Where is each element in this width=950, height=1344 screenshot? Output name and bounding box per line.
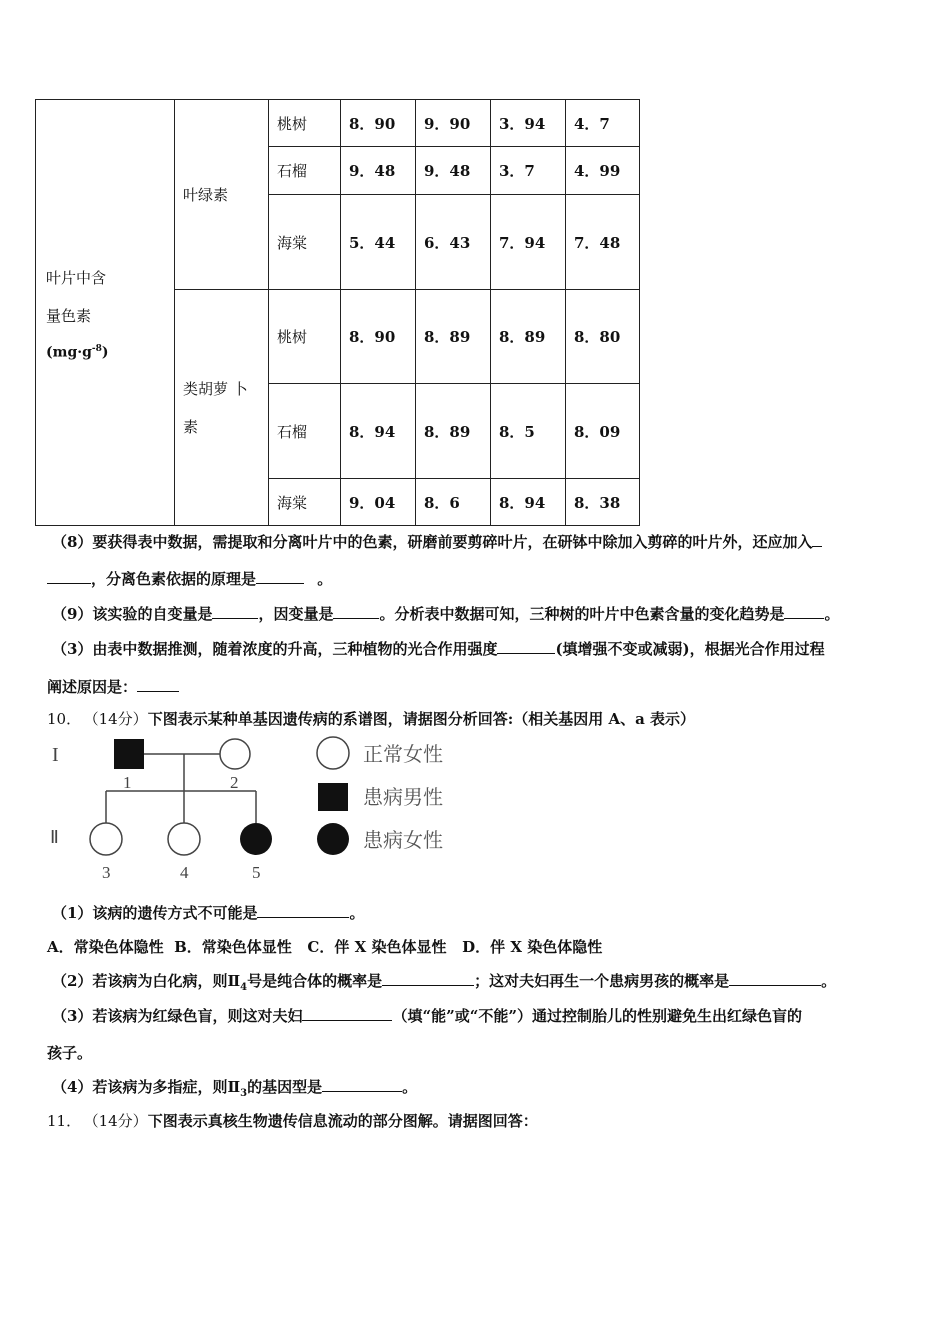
legend-normal-female: 正常女性 xyxy=(363,742,443,766)
tree-name: 海棠 xyxy=(269,195,341,290)
legend-affected-female-icon xyxy=(317,823,349,855)
table-cell: 8．80 xyxy=(566,290,640,384)
table-cell: 8．38 xyxy=(566,479,640,526)
legend-normal-female-icon xyxy=(317,737,349,769)
legend-affected-female: 患病女性 xyxy=(363,828,443,852)
pedigree-chart xyxy=(40,733,470,888)
table-cell: 6．43 xyxy=(416,195,491,290)
table-cell: 8．89 xyxy=(416,290,491,384)
q3a-line2: 阐述原因是： xyxy=(47,676,179,697)
table-cell: 3．94 xyxy=(491,100,566,147)
tree-name: 桃树 xyxy=(269,100,341,147)
table-cell: 8．6 xyxy=(416,479,491,526)
individual-label: 3 xyxy=(102,863,111,882)
table-cell: 4．7 xyxy=(566,100,640,147)
individual-label: 4 xyxy=(180,863,189,882)
table-cell: 8．89 xyxy=(416,384,491,479)
pigment-chlorophyll: 叶绿素 xyxy=(175,100,269,290)
q10-4: （4）若该病为多指症，则$Ⅱ_3$的基因型是 。 xyxy=(52,1078,418,1099)
table-cell: 8．89 xyxy=(491,290,566,384)
generation-2-label: Ⅱ xyxy=(50,827,59,847)
row-header-unit: $(mg\cdot g^{-8})$ xyxy=(46,343,109,361)
table-cell: 3．7 xyxy=(491,147,566,195)
table-cell: 8．09 xyxy=(566,384,640,479)
q10-header: 10． （14分）下图表示某种单基因遗传病的系谱图，请据图分析回答:（相关基因用 A、a 表示） xyxy=(47,710,696,728)
affected-male-symbol xyxy=(114,739,144,769)
tree-name: 石榴 xyxy=(269,384,341,479)
table-cell: 9．48 xyxy=(341,147,416,195)
table-cell: 4．99 xyxy=(566,147,640,195)
q9-line: （9）该实验的自变量是 ，因变量是 。分析表中数据可知，三种树的叶片中色素含量的变化趋势是 。 xyxy=(52,605,840,623)
normal-female-symbol xyxy=(168,823,200,855)
q10-3-line2: 孩子。 xyxy=(47,1044,93,1062)
individual-label: 5 xyxy=(252,863,261,882)
affected-female-symbol xyxy=(240,823,272,855)
q8-line1: （8）要获得表中数据，需提取和分离叶片中的色素，研磨前要剪碎叶片，在研钵中除加入剪碎的叶片外，还应加入 xyxy=(52,531,822,552)
table-cell: 8．90 xyxy=(341,100,416,147)
q10-1: （1）该病的遗传方式不可能是 。 xyxy=(52,904,365,922)
q3a-line1: （3）由表中数据推测，随着浓度的升高，三种植物的光合作用强度 (填增强不变或减弱)，根据光合作用过程 xyxy=(52,640,825,658)
individual-label: 2 xyxy=(230,773,239,792)
normal-female-symbol xyxy=(220,739,250,769)
row-header-line1: 叶片中含 xyxy=(46,268,107,287)
table-cell: 9．90 xyxy=(416,100,491,147)
q11-header: 11． （14分）下图表示真核生物遗传信息流动的部分图解。请据图回答： xyxy=(47,1112,538,1130)
table-cell: 8．94 xyxy=(491,479,566,526)
pigment-table xyxy=(35,99,640,526)
legend-affected-male-icon xyxy=(318,783,348,811)
table-cell: 9．48 xyxy=(416,147,491,195)
tree-name: 石榴 xyxy=(269,147,341,195)
generation-1-label: I xyxy=(52,744,59,766)
row-header-line2: 量色素 xyxy=(46,306,92,325)
table-cell: 8．94 xyxy=(341,384,416,479)
table-cell: 9．04 xyxy=(341,479,416,526)
table-cell: 7．48 xyxy=(566,195,640,290)
q10-3-line1: （3）若该病为红绿色盲，则这对夫妇 （填“能”或“不能”）通过控制胎儿的性别避免生出红绿色盲的 xyxy=(52,1007,802,1025)
q10-options: A．常染色体隐性 B．常染色体显性 C．伴 X 染色体显性 D．伴 X 染色体隐性 xyxy=(47,938,603,956)
tree-name: 海棠 xyxy=(269,479,341,526)
table-cell: 5．44 xyxy=(341,195,416,290)
legend-affected-male: 患病男性 xyxy=(363,785,443,809)
table-cell: 8．5 xyxy=(491,384,566,479)
q10-2: （2）若该病为白化病，则$Ⅱ_4$号是纯合体的概率是 ；这对夫妇再生一个患病男孩的概率是 。 xyxy=(52,972,837,993)
pigment-carotenoid: 类胡萝 卜 素 xyxy=(175,290,269,526)
normal-female-symbol xyxy=(90,823,122,855)
row-header-cell xyxy=(36,100,175,526)
individual-label: 1 xyxy=(123,773,132,792)
table-cell: 7．94 xyxy=(491,195,566,290)
table-cell: 8．90 xyxy=(341,290,416,384)
tree-name: 桃树 xyxy=(269,290,341,384)
q8-line2: ，分离色素依据的原理是 。 xyxy=(47,568,332,589)
